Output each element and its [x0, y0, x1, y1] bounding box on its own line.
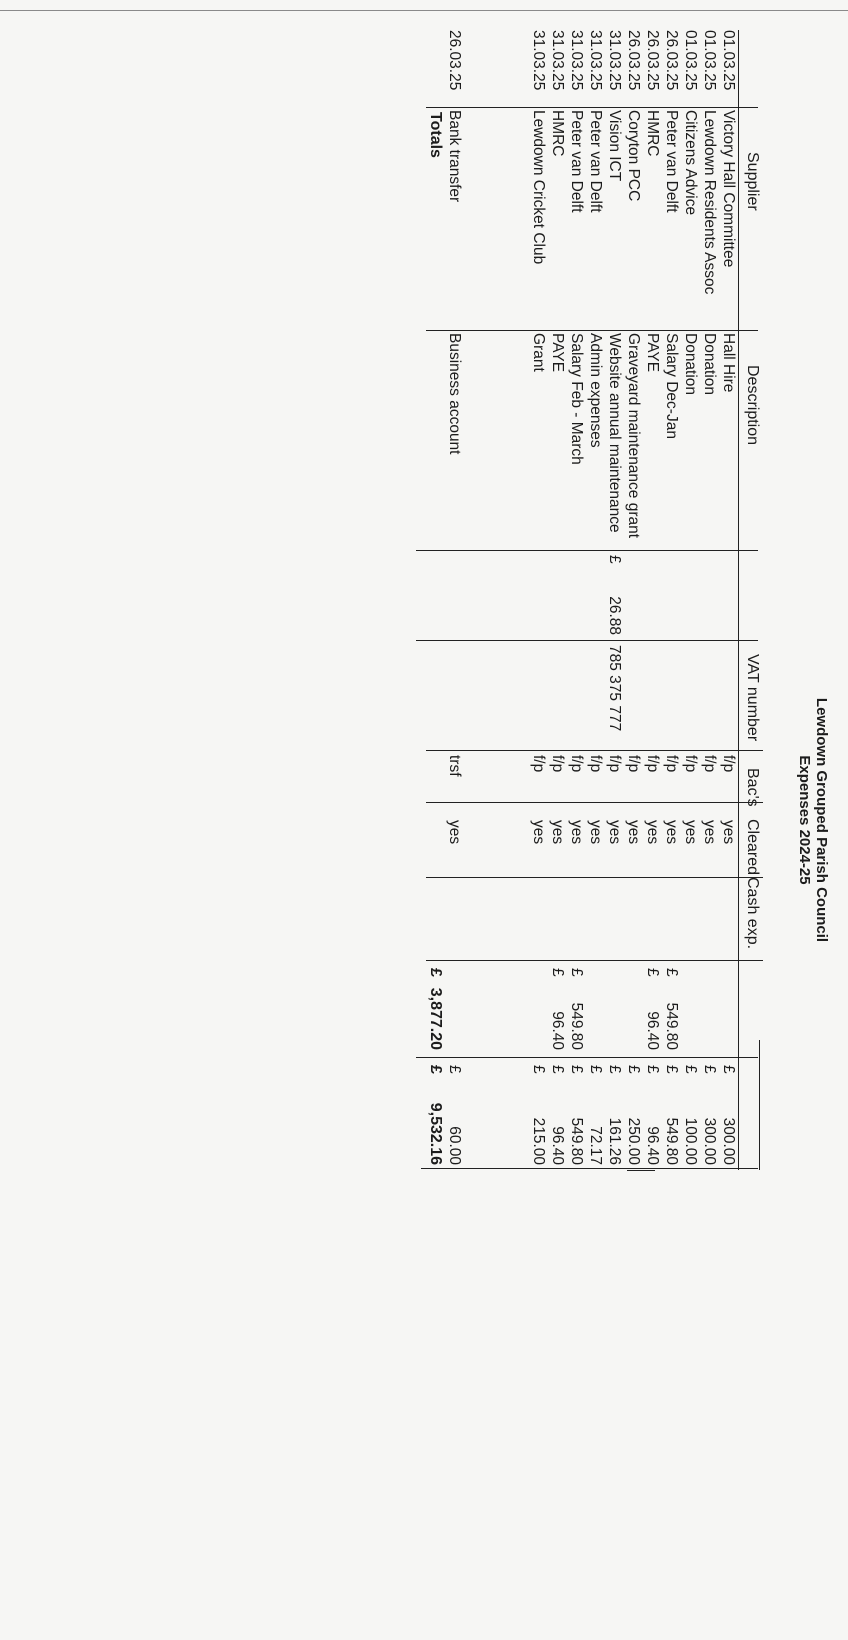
row-bacs: f/p [549, 755, 566, 773]
row-cleared: yes [682, 820, 699, 845]
row-supplier: Lewdown Residents Assoc [701, 110, 718, 295]
document-subtitle: Expenses 2024-25 [796, 755, 813, 885]
table-row [605, 0, 624, 1200]
row-date: 31.03.25 [606, 30, 623, 91]
row-cleared: yes [644, 820, 661, 845]
document-title: Lewdown Grouped Parish Council [813, 697, 830, 943]
row-date: 26.03.25 [625, 30, 642, 91]
row-total: 300.00 [701, 1117, 718, 1165]
row-total-currency: £ [606, 1065, 623, 1074]
row-cleared: yes [720, 820, 737, 845]
row-bacs: f/p [568, 755, 585, 773]
row-total-currency: £ [644, 1065, 661, 1074]
row-total-currency: £ [701, 1065, 718, 1074]
row-total: 161.26 [606, 1117, 623, 1165]
totals-vat-value: 3,877.20 [427, 987, 444, 1050]
totals-total-value: 9,532.16 [427, 1102, 444, 1165]
row-bacs: f/p [663, 755, 680, 773]
row-total: 250.00 [625, 1117, 642, 1165]
row-total-currency: £ [663, 1065, 680, 1074]
row-cleared: yes [446, 820, 463, 845]
table-row [681, 0, 700, 1200]
row-description: Salary Dec-Jan [663, 333, 680, 439]
row-description: Business account [446, 333, 463, 455]
table-row [509, 0, 528, 1200]
table-row [586, 0, 605, 1200]
row-total: 549.80 [568, 1117, 585, 1165]
row-supplier: Bank transfer [446, 110, 463, 203]
row-total: 96.40 [644, 1126, 661, 1165]
row-supplier: Peter van Delft [568, 110, 585, 213]
row-vat-number: 785 375 777 [606, 645, 623, 732]
row-cleared: yes [606, 820, 623, 845]
totals-vat-currency: £ [427, 968, 444, 977]
row-date: 01.03.25 [682, 30, 699, 91]
row-date: 31.03.25 [530, 30, 547, 91]
row-bacs: f/p [701, 755, 718, 773]
row-vat-amount: 26.88 [606, 596, 623, 635]
row-bacs: f/p [530, 755, 547, 773]
totals-row [426, 0, 445, 1200]
row-supplier: Peter van Delft [663, 110, 680, 213]
row-total: 300.00 [720, 1117, 737, 1165]
row-total-currency: £ [587, 1065, 604, 1074]
row-cleared: yes [701, 820, 718, 845]
row-vat-col-currency: £ [568, 968, 585, 977]
table-row [700, 0, 719, 1200]
row-supplier: Peter van Delft [587, 110, 604, 213]
table-row [643, 0, 662, 1200]
row-description: Graveyard maintenance grant [625, 333, 642, 539]
row-vat-col-currency: £ [663, 968, 680, 977]
row-cleared: yes [663, 820, 680, 845]
row-bacs: f/p [625, 755, 642, 773]
row-supplier: Citizens Advice [682, 110, 699, 216]
row-vat-col-currency: £ [644, 968, 661, 977]
table-row [719, 0, 738, 1200]
header-cleared: Cleared [744, 819, 761, 876]
totals-total-currency: £ [427, 1065, 444, 1074]
row-cleared: yes [587, 820, 604, 845]
totals-label: Totals [427, 112, 444, 158]
table-row [445, 0, 464, 1200]
row-date: 31.03.25 [549, 30, 566, 91]
row-supplier: Vision ICT [606, 110, 623, 182]
top-right-rule [759, 1040, 760, 1170]
row-date: 26.03.25 [644, 30, 661, 91]
row-vat-amount-currency: £ [606, 555, 623, 564]
row-cleared: yes [568, 820, 585, 845]
row-vat-col: 549.80 [663, 1002, 680, 1050]
row-total-currency: £ [720, 1065, 737, 1074]
row-description: PAYE [644, 333, 661, 373]
row-total: 96.40 [549, 1126, 566, 1165]
row-supplier: Coryton PCC [625, 110, 642, 202]
row-vat-col: 96.40 [644, 1011, 661, 1050]
row-bacs: f/p [587, 755, 604, 773]
row-description: Grant [530, 333, 547, 372]
row-cleared: yes [625, 820, 642, 845]
row-description: Website annual maintenance [606, 333, 623, 533]
row-description: Donation [701, 333, 718, 396]
header-bacs: Bac's [744, 768, 761, 807]
row-bacs: trsf [446, 755, 463, 777]
row-bacs: f/p [720, 755, 737, 773]
row-vat-col: 96.40 [549, 1011, 566, 1050]
row-date: 01.03.25 [720, 30, 737, 91]
row-bacs: f/p [682, 755, 699, 773]
table-row [567, 0, 586, 1200]
row-total: 100.00 [682, 1117, 699, 1165]
row-total-currency: £ [625, 1065, 642, 1074]
row-description: PAYE [549, 333, 566, 373]
row-date: 31.03.25 [587, 30, 604, 91]
row-vat-col-currency: £ [549, 968, 566, 977]
row-date: 31.03.25 [568, 30, 585, 91]
row-supplier: Victory Hall Committee [720, 110, 737, 268]
header-cash-exp: Cash exp. [744, 877, 761, 950]
header-supplier: Supplier [744, 152, 761, 211]
row-total-currency: £ [530, 1065, 547, 1074]
row-total: 72.17 [587, 1126, 604, 1165]
row-supplier: Lewdown Cricket Club [530, 110, 547, 265]
row-supplier: HMRC [549, 110, 566, 157]
table-row [548, 0, 567, 1200]
row-bacs: f/p [606, 755, 623, 773]
row-total-currency: £ [682, 1065, 699, 1074]
header-vat-number: VAT number [744, 654, 761, 742]
row-date: 01.03.25 [701, 30, 718, 91]
row-total: 60.00 [446, 1126, 463, 1165]
row-total-currency: £ [549, 1065, 566, 1074]
table-row [529, 0, 548, 1200]
row-total-currency: £ [568, 1065, 585, 1074]
row-vat-col: 549.80 [568, 1002, 585, 1050]
row-cleared: yes [549, 820, 566, 845]
header-rule [738, 30, 739, 1170]
row-total: 215.00 [530, 1117, 547, 1165]
table-row [662, 0, 681, 1200]
row-total-currency: £ [446, 1065, 463, 1074]
row-description: Hall Hire [720, 333, 737, 393]
row-description: Admin expenses [587, 333, 604, 448]
header-description: Description [744, 365, 761, 446]
row-cleared: yes [530, 820, 547, 845]
row-date: 26.03.25 [663, 30, 680, 91]
row-bacs: f/p [644, 755, 661, 773]
row-description: Salary Feb - March [568, 333, 585, 465]
row-supplier: HMRC [644, 110, 661, 157]
row-date: 26.03.25 [446, 30, 463, 91]
row-total: 549.80 [663, 1117, 680, 1165]
table-row [624, 0, 643, 1200]
row-description: Donation [682, 333, 699, 396]
